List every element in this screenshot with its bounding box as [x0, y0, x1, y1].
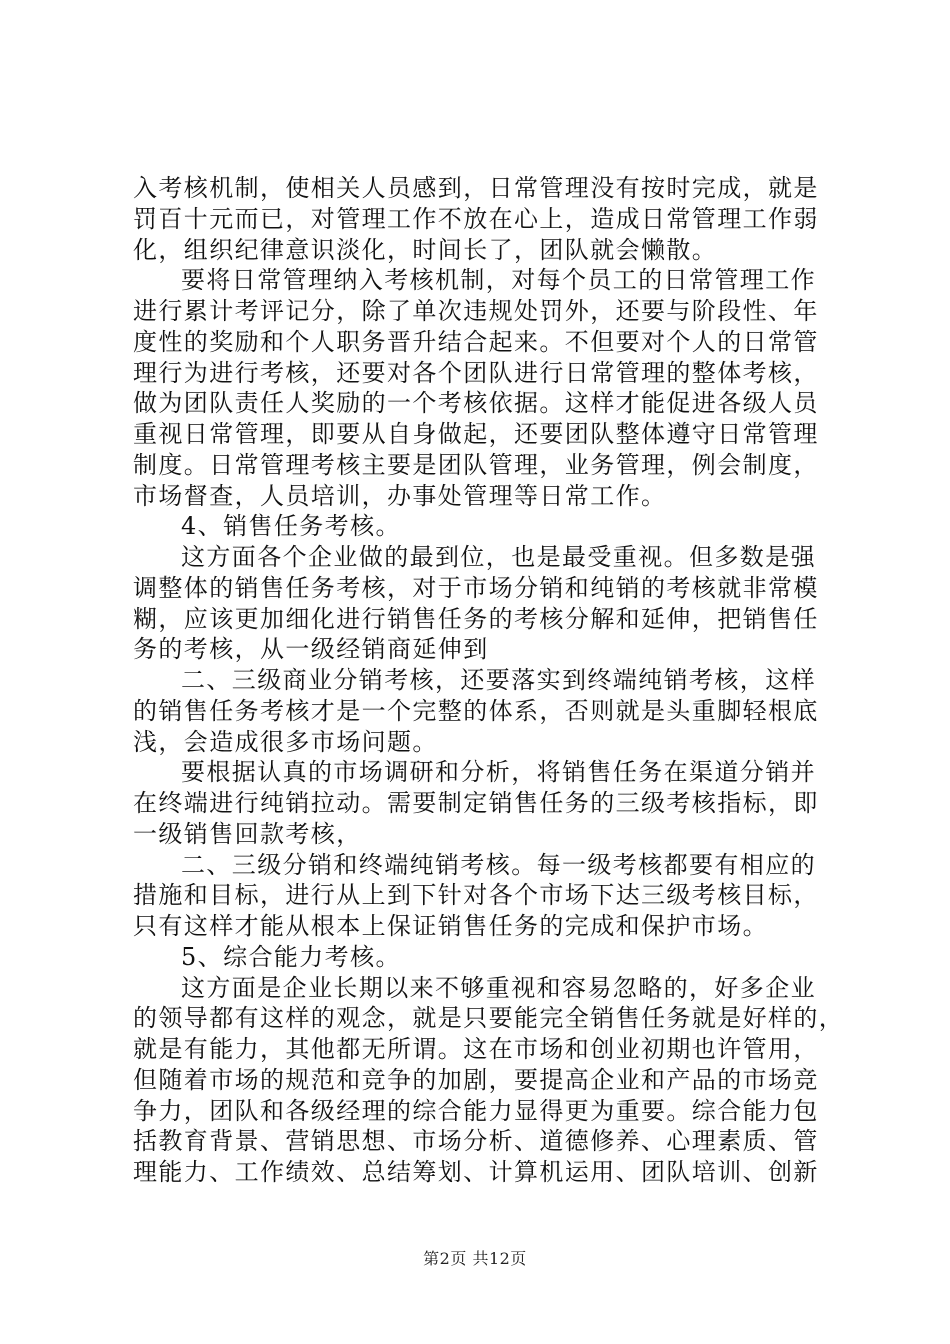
text-line: 括教育背景、营销思想、市场分析、道德修养、心理素质、管 [133, 1127, 819, 1156]
text-line: 入考核机制，使相关人员感到，日常管理没有按时完成，就是 [133, 174, 819, 202]
paragraph [133, 265, 833, 511]
text-line: 要将日常管理纳入考核机制，对每个员工的日常管理工作 [181, 266, 816, 295]
text-line: 理能力、工作绩效、总结筹划、计算机运用、团队培训、创新 [133, 1158, 819, 1186]
text-line: 的领导都有这样的观念，就是只要能完全销售任务就是好样的， [133, 1004, 845, 1033]
text-line: 制度。日常管理考核主要是团队管理，业务管理，例会制度， [133, 450, 819, 479]
text-line: 理行为进行考核，还要对各个团队进行日常管理的整体考核， [133, 358, 819, 387]
section-heading [133, 942, 833, 973]
text-line: 重视日常管理，即要从自身做起，还要团队整体遵守日常管理 [133, 420, 819, 448]
text-line: 度性的奖励和个人职务晋升结合起来。不但要对个人的日常管 [133, 327, 819, 356]
text-line: 争力，团队和各级经理的综合能力显得更为重要。综合能力包 [133, 1096, 819, 1125]
text-line: 市场督查，人员培训，办事处管理等日常工作。 [133, 481, 667, 510]
text-line: 但随着市场的规范和竞争的加剧，要提高企业和产品的市场竞 [133, 1065, 819, 1094]
text-line: 进行累计考评记分，除了单次违规处罚外，还要与阶段性、年 [133, 297, 819, 325]
text-line: 5、综合能力考核。 [181, 942, 401, 971]
paragraph [133, 542, 833, 665]
text-line: 4、销售任务考核。 [181, 512, 401, 541]
text-line: 浅，会造成很多市场问题。 [133, 727, 438, 756]
page-number: 第2页 共12页 [423, 1249, 527, 1268]
text-line: 一级销售回款考核， [133, 819, 362, 848]
text-line: 这方面各个企业做的最到位，也是最受重视。但多数是强 [181, 543, 816, 571]
text-line: 化，组织纪律意识淡化，时间长了，团队就会懒散。 [133, 235, 718, 264]
text-line: 的销售任务考核才是一个完整的体系，否则就是头重脚轻根底 [133, 696, 819, 725]
text-line: 措施和目标，进行从上到下针对各个市场下达三级考核目标， [133, 881, 819, 910]
text-line: 务的考核，从一级经销商延伸到 [133, 635, 489, 664]
paragraph [133, 173, 833, 265]
paragraph [133, 973, 845, 1188]
paragraph [133, 757, 833, 849]
text-line: 调整体的销售任务考核，对于市场分销和纯销的考核就非常模 [133, 573, 819, 602]
text-line: 二、三级商业分销考核，还要落实到终端纯销考核，这样 [181, 666, 816, 694]
text-line: 二、三级分销和终端纯销考核。每一级考核都要有相应的 [181, 850, 816, 879]
document-body [133, 173, 845, 1188]
text-line: 这方面是企业长期以来不够重视和容易忽略的，好多企业 [181, 973, 816, 1002]
text-line: 要根据认真的市场调研和分析，将销售任务在渠道分销并 [181, 758, 816, 787]
text-line: 只有这样才能从根本上保证销售任务的完成和保护市场。 [133, 912, 768, 940]
section-heading [133, 511, 833, 542]
text-line: 罚百十元而已，对管理工作不放在心上，造成日常管理工作弱 [133, 204, 819, 233]
paragraph [133, 850, 833, 942]
text-line: 就是有能力，其他都无所谓。这在市场和创业初期也许管用， [133, 1035, 819, 1063]
text-line: 在终端进行纯销拉动。需要制定销售任务的三级考核指标，即 [133, 789, 819, 817]
text-line: 做为团队责任人奖励的一个考核依据。这样才能促进各级人员 [133, 389, 819, 418]
text-line: 糊，应该更加细化进行销售任务的考核分解和延伸，把销售任 [133, 604, 819, 633]
paragraph [133, 665, 833, 757]
